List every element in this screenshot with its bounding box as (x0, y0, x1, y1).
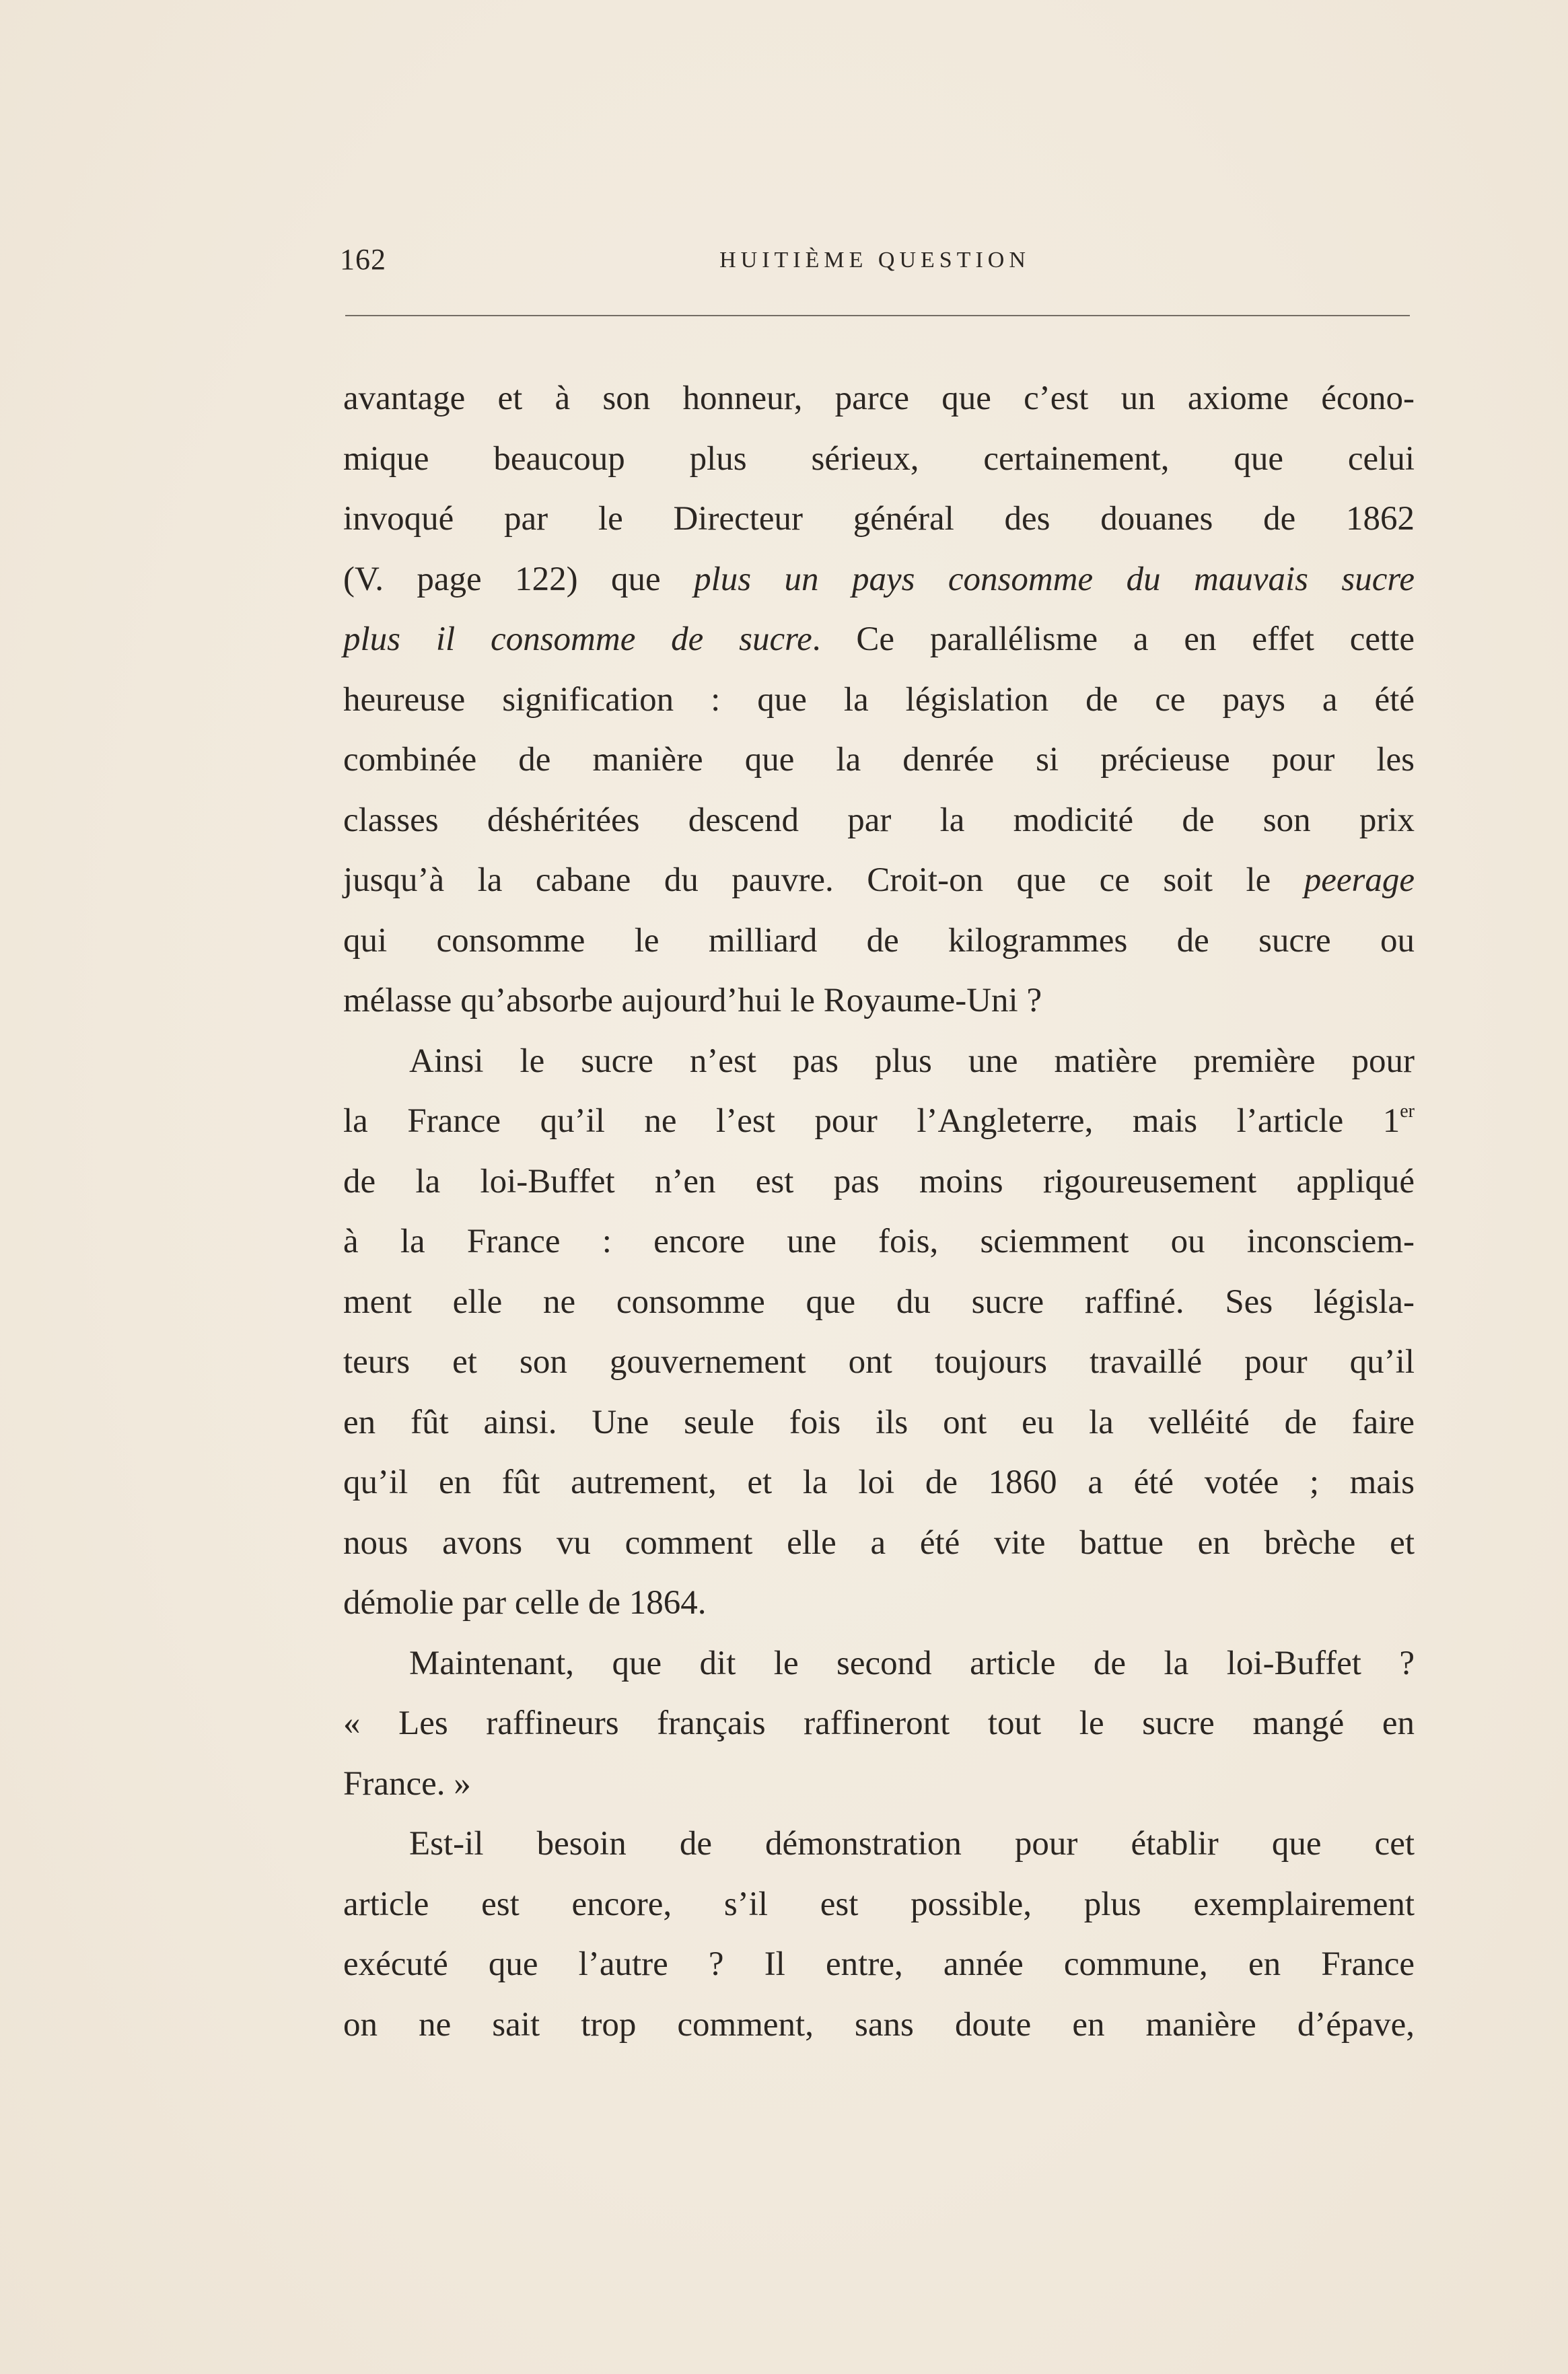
text-line: en fût ainsi. Une seule fois ils ont eu la velléité de faire (343, 1403, 1415, 1441)
text-line (343, 851, 1415, 911)
page-header (340, 242, 1410, 283)
page-number: 162 (340, 243, 386, 276)
text-line: invoqué par le Directeur général des douanes de 1862 (343, 500, 1415, 538)
text-line: combinée de manière que la denrée si précieuse pour les (343, 741, 1415, 779)
text-line: article est encore, s’il est possible, plus exemplairement (343, 1885, 1415, 1923)
text-line: on ne sait trop comment, sans doute en manière d’épave, (343, 2005, 1415, 2044)
italic-quote: plus il consomme de sucre (343, 620, 812, 658)
paragraph-start-line: Ainsi le sucre n’est pas plus une matière première pour (409, 1042, 1415, 1080)
text-line: nous avons vu comment elle a été vite battue en brèche et (343, 1523, 1415, 1562)
text-line: qui consomme le milliard de kilogrammes de sucre ou (343, 921, 1415, 960)
text-line (343, 1091, 1415, 1152)
running-head: HUITIÈME QUESTION (719, 248, 1030, 273)
text-line (343, 610, 1415, 670)
paragraph-start-line: Maintenant, que dit le second article de la loi-Buffet ? (409, 1644, 1415, 1682)
text-line: de la loi-Buffet n’en est pas moins rigoureusement appliqué (343, 1162, 1415, 1200)
text-line: démolie par celle de 1864. (343, 1584, 707, 1622)
paragraph-start-line: Est-il besoin de démonstration pour établir que cet (409, 1825, 1415, 1863)
text-line: à la France : encore une fois, sciemment ou inconsciem- (343, 1223, 1415, 1260)
text-line (343, 550, 1415, 610)
text-line: avantage et à son honneur, parce que c’est un axiome écono- (343, 380, 1415, 417)
text-segment: (V. page 122) que (343, 560, 694, 598)
text-segment: jusqu’à la cabane du pauvre. Croit-on que ce soit le (343, 861, 1304, 899)
italic-word: peerage (1304, 861, 1415, 899)
text-segment: la France qu’il ne l’est pour l’Angleterre, mais l’article 1 (343, 1102, 1400, 1140)
text-line: « Les raffineurs français raffineront tout le sucre mangé en (343, 1704, 1415, 1742)
text-line: heureuse signification : que la législation de ce pays a été (343, 680, 1415, 719)
body-text (343, 369, 1415, 2055)
superscript: er (1400, 1101, 1415, 1122)
text-line: qu’il en fût autrement, et la loi de 1860 a été votée ; mais (343, 1464, 1415, 1501)
header-rule (345, 315, 1410, 316)
text-line: France. » (343, 1764, 471, 1803)
italic-quote: plus un pays consomme du mauvais sucre (694, 560, 1415, 598)
text-segment: . Ce parallélisme a en effet cette (812, 620, 1415, 658)
text-line: teurs et son gouvernement ont toujours travaillé pour qu’il (343, 1343, 1415, 1381)
text-line: exécuté que l’autre ? Il entre, année commune, en France (343, 1945, 1415, 1983)
text-line: mique beaucoup plus sérieux, certainement, que celui (343, 439, 1415, 478)
text-line: ment elle ne consomme que du sucre raffiné. Ses législa- (343, 1283, 1415, 1321)
text-line: mélasse qu’absorbe aujourd’hui le Royaume-Uni ? (343, 982, 1042, 1019)
text-line: classes déshéritées descend par la modicité de son prix (343, 801, 1415, 839)
